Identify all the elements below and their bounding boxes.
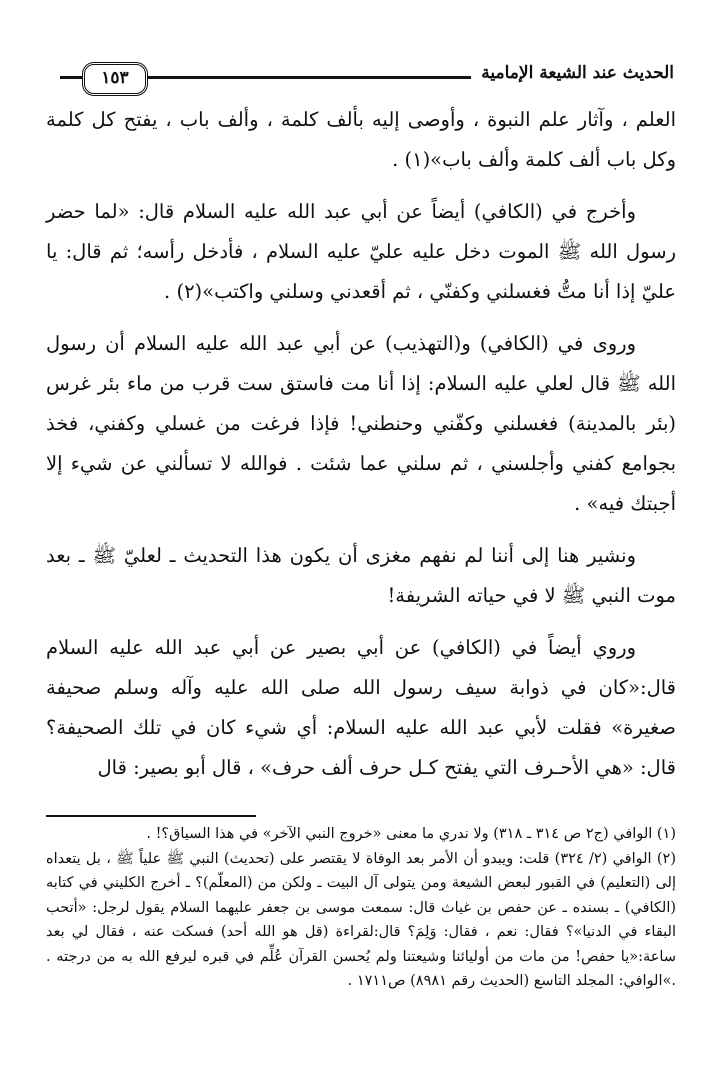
- running-title: الحديث عند الشيعة الإمامية: [471, 58, 674, 88]
- page-number-badge: [82, 62, 148, 96]
- paragraph-2: وأخرج في (الكافي) أيضاً عن أبي عبد الله عليه السلام قال: «لما حضر رسول الله ﷺ الموت دخل عليه عليّ عليه السلام ، فأدخل رأسه؛ ثم قال: يا عليّ إذا أنا متُّ فغسلني وكفنّي ، ثم أقعدني وسلني واكتب»(٢) .: [46, 200, 676, 303]
- paragraph-4: ونشير هنا إلى أننا لم نفهم مغزى أن يكون هذا التحديث ـ لعليّ ﷺ ـ بعد موت النبي ﷺ لا في حياته الشريفة!: [46, 544, 676, 607]
- footnote-separator: [46, 815, 256, 817]
- page-number: ١٥٣: [101, 68, 129, 88]
- footnote-2: (٢) الوافي (٢/ ٣٢٤) قلت: ويبدو أن الأمر بعد الوفاة لا يقتصر على (تحديث) النبي ﷺ علياً ﷺ ، بل يتعداه إلى (التعليم) في القبور لبعض الشيعة ومن يتولى آل البيت ـ ولكن من (المعلّم)؟ ـ أخرج الكليني في كتابه (الكافي) ـ بسنده ـ عن حفص بن غياث قال: سمعت موسى بن جعفر عليهما السلام يقول لرجل: «أتحب البقاء في الدنيا»؟ فقال: نعم ، فقال: وَلِمَ؟ قال:لقراءة (قل هو الله أحد) فسكت عنه ، فقال لي بعد ساعة:«يا حفص! من مات من أوليائنا وشيعتنا ولم يُحسن القرآن عُلِّم في قبره ليرفع الله به من درجته . .»الوافي: المجلد التاسع (الحديث رقم ٨٩٨١) ص١٧١١ .: [46, 850, 676, 989]
- footnote-1: (١) الوافي (ج٢ ص ٣١٤ ـ ٣١٨) ولا ندري ما معنى «خروج النبي الآخر» في هذا السياق؟! .: [146, 826, 676, 842]
- footnotes: [46, 822, 676, 994]
- paragraph-3: وروى في (الكافي) و(التهذيب) عن أبي عبد الله عليه السلام أن رسول الله ﷺ قال لعلي عليه السلام: إذا أنا مت فاستق ست قرب من ماء بئر غرس (بئر بالمدينة) فغسلني وكفّني وحنطني! فإذا فرغت من غسلي وكفني، فخذ بجوامع كفني وأجلسني ، ثم سلني عما شئت . فوالله لا تسألني عن شيء إلا أجبتك فيه» .: [46, 332, 676, 515]
- paragraph-5: وروي أيضاً في (الكافي) عن أبي بصير عن أبي عبد الله عليه السلام قال:«كان في ذوابة سيف رسول الله صلى الله عليه وآله وسلم صحيفة صغيرة» فقلت لأبي عبد الله عليه السلام: أي شيء كان في تلك الصحيفة؟ قال: «هي الأحـرف التي يفتح كـل حرف ألف حرف» ، قال أبو بصير: قال: [46, 636, 676, 779]
- main-text: [46, 100, 676, 800]
- paragraph-1: العلم ، وآثار علم النبوة ، وأوصى إليه بألف كلمة ، وألف باب ، يفتح كل كلمة وكل باب ألف كلمة وألف باب»(١) .: [46, 108, 676, 171]
- running-header: [60, 56, 674, 96]
